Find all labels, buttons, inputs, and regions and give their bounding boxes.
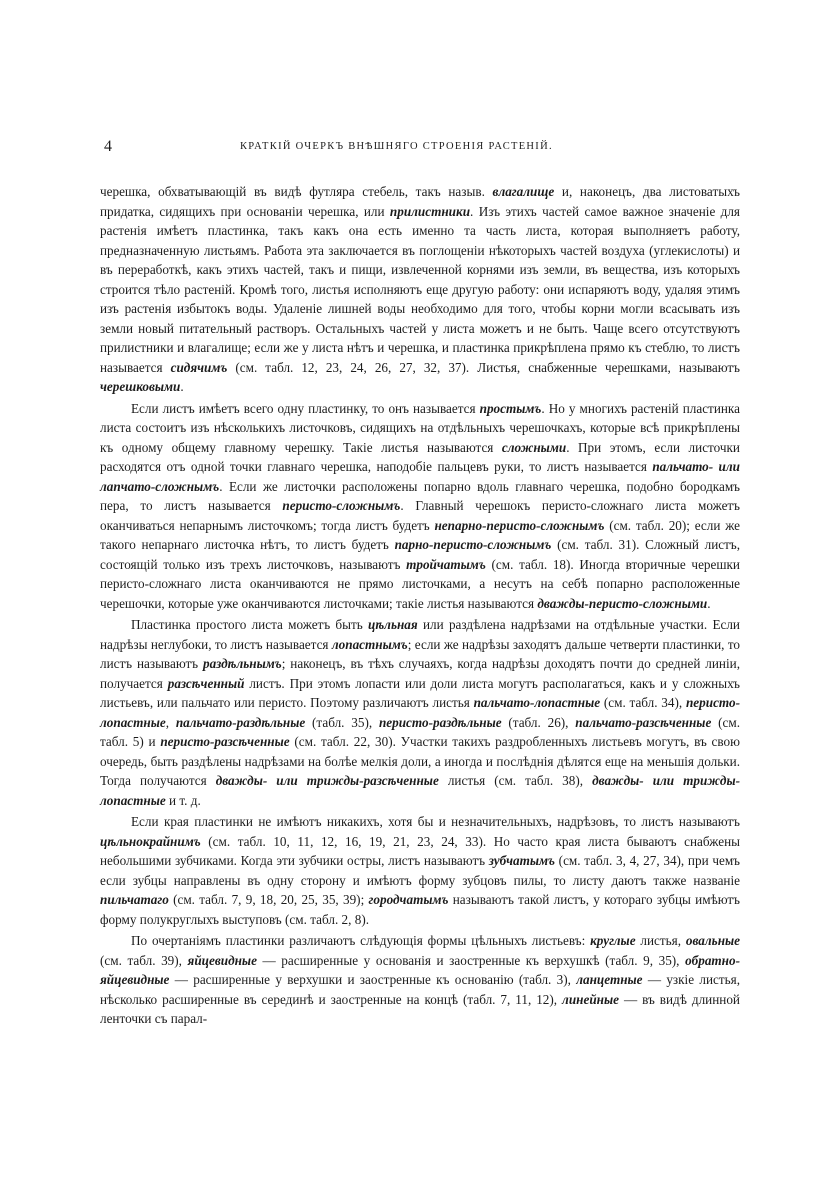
text-run: (см. табл. 31). Сложный листъ, состоящій только изъ трехъ листочковъ, называютъ xyxy=(100,537,740,572)
italic-term: черешковыми xyxy=(100,379,181,394)
text-run: Если листъ имѣетъ всего одну пластинку, то онъ называется xyxy=(131,400,480,416)
italic-term: пальчато-лопастные xyxy=(473,695,601,710)
italic-term: яйцевидные xyxy=(187,952,257,968)
text-run: — расширенные у верхушки и заостренные къ основанію (табл. 3), xyxy=(169,972,577,987)
italic-term: перисто-лопастные xyxy=(100,695,740,730)
italic-term: тройчатымъ xyxy=(406,556,486,572)
italic-term: перисто-разсѣченные xyxy=(160,734,290,749)
italic-term: пальчато-разсѣченные xyxy=(575,714,712,730)
text-run: . Изъ этихъ частей самое важное значеніе для растенія имѣетъ пластинка, такъ какъ она есть именно та часть листа, которая выполняетъ работу, предназначенную листьямъ. Работа эта заключается въ поглощеніи нѣкоторыхъ частей воздуха (углекислоты) и въ переработкѣ, какъ этихъ частей, такъ и пищи, извлеченной корнями изъ земли, въ вещества, изъ которыхъ строится тѣло растеній. Кромѣ того, листья исполняютъ еще другую работу: они испаряютъ воду, удаляя этимъ изъ растенія избытокъ воды. Удаленіе лишней воды необходимо для того, чтобы корни могли всасывать изъ земли новый питательный растворъ. Остальныхъ частей у листа можетъ и не быть. Чаще всего отсутствуютъ прилистники и влагалище; если же у листа нѣтъ и черешка, и пластинка прикрѣплена прямо къ стеблю, то листъ называется xyxy=(100,203,740,375)
text-run: . При этомъ, если листочки расходятся отъ одной точки главнаго черешка, наподобіе пальцевъ руки, то листъ называется xyxy=(100,439,740,474)
italic-term: дважды- или трижды-разсѣченные xyxy=(215,773,439,788)
text-run: . xyxy=(707,595,711,611)
text-run: — узкіе листья, нѣсколько расширенные въ серединѣ и заостренные на концѣ (табл. 7, 11, 12), xyxy=(100,972,741,1007)
italic-term: обратно-яйцевидные xyxy=(100,952,740,987)
text-run: (табл. 26), xyxy=(501,714,576,730)
text-run: (см. табл. 10, 11, 12, 16, 19, 21, 23, 24, 33). Но часто края листа бываютъ снабжены небольшими зубчиками. Когда эти зубчики остры, листъ называютъ xyxy=(100,833,740,868)
text-run: Пластинка простого листа можетъ быть xyxy=(131,617,369,632)
paragraph xyxy=(100,812,740,929)
text-run: Если края пластинки не имѣютъ никакихъ, хотя бы и незначительныхъ, надрѣзовъ, то листъ называютъ xyxy=(131,814,740,829)
italic-term: сидячимъ xyxy=(170,359,228,375)
italic-term: пальчато- или лапчато-сложнымъ xyxy=(100,459,740,494)
italic-term: дважды-перисто-сложными xyxy=(537,595,708,611)
italic-term: дважды- или трижды-лопастные xyxy=(100,773,740,808)
paragraph xyxy=(100,182,740,397)
text-run: . Если же листочки расположены попарно вдоль главнаго черешка, подобно бородкамъ пера, то листъ называется xyxy=(100,478,740,513)
running-head: КРАТКІЙ ОЧЕРКЪ ВНѢШНЯГО СТРОЕНІЯ РАСТЕНІЙ. xyxy=(240,141,553,152)
italic-term: пальчато-раздѣльные xyxy=(175,714,306,730)
text-run: , xyxy=(165,714,176,730)
text-run: (см. табл. 12, 23, 24, 26, 27, 32, 37). Листья, снабженные черешками, называютъ xyxy=(227,359,740,375)
text-run: (см. табл. 5) и xyxy=(100,714,741,749)
italic-term: круглые xyxy=(590,933,636,948)
text-run: ; если же надрѣзы заходятъ дальше четверти пластинки, то листъ называютъ xyxy=(100,636,740,671)
paragraph xyxy=(100,931,740,1029)
text-run: (см. табл. 18). Иногда вторичные черешки перисто-сложнаго листа оканчиваются не прямо листочками, а несутъ на себѣ попарно расположенные черешочки, которые уже оканчиваются листочками; такіе листья называются xyxy=(100,556,740,611)
italic-term: прилистники xyxy=(389,203,471,219)
text-run: (см. табл. 20); если же такого непарнаго листочка нѣтъ, то листъ будетъ xyxy=(100,517,740,552)
text-run: . Главный черешокъ перисто-сложнаго листа можетъ оканчиваться непарнымъ листочкомъ; тогда листъ будетъ xyxy=(100,498,741,533)
italic-term: цѣльная xyxy=(368,617,418,632)
italic-term: парно-перисто-сложнымъ xyxy=(394,537,552,552)
paragraph xyxy=(100,399,740,614)
italic-term: городчатымъ xyxy=(368,892,449,907)
text-run: черешка, обхватывающій въ видѣ футляра стебель, такъ назыв. xyxy=(100,184,493,199)
text-run: . Но у многихъ растеній пластинка листа состоитъ изъ нѣсколькихъ листочковъ, сидящихъ на отдѣльныхъ черешочкахъ, которые всѣ прикрѣплены къ одному общему главному черешку. Такіе листья называются xyxy=(100,400,740,455)
text-run: (см. табл. 34), xyxy=(600,695,686,710)
italic-term: линейные xyxy=(562,991,619,1007)
text-run: (см. табл. 7, 9, 18, 20, 25, 35, 39); xyxy=(168,892,369,907)
text-run: — расширенные у основанія и заостренные къ верхушкѣ (табл. 9, 35), xyxy=(256,952,686,968)
italic-term: разсѣченный xyxy=(167,675,245,691)
italic-term: простымъ xyxy=(479,400,542,416)
text-run: (табл. 35), xyxy=(305,714,379,730)
text-run: и т. д. xyxy=(165,792,201,808)
italic-term: цѣльнокрайнимъ xyxy=(100,833,201,849)
text-run: (см. табл. 3, 4, 27, 34), при чемъ если зубцы направлены въ одну сторону и имѣютъ форму зубцовъ пилы, то листу даютъ также названіе xyxy=(100,853,740,888)
italic-term: лопастнымъ xyxy=(331,636,408,652)
italic-term: раздѣльнымъ xyxy=(202,656,282,671)
italic-term: зубчатымъ xyxy=(488,853,555,868)
text-run: По очертаніямъ пластинки различаютъ слѣдующія формы цѣльныхъ листьевъ: xyxy=(131,933,591,948)
text-run: и, наконецъ, два листоватыхъ придатка, сидящихъ при основаніи черешка, или xyxy=(100,184,740,219)
italic-term: перисто-сложнымъ xyxy=(282,498,401,513)
text-run: называютъ такой листъ, у котораго зубцы имѣютъ форму полукруглыхъ выступовъ (см. табл. 2, 8). xyxy=(100,892,740,927)
text-run: или раздѣлена надрѣзами на отдѣльные участки. Если надрѣзы неглубоки, то листъ называется xyxy=(100,617,740,652)
italic-term: сложными xyxy=(501,439,567,455)
text-run: листья, xyxy=(635,933,686,948)
text-run: — въ видѣ длинной ленточки съ парал- xyxy=(100,991,740,1026)
page-header xyxy=(100,138,740,160)
text-run: листья (см. табл. 38), xyxy=(438,773,593,788)
italic-term: пильчатаго xyxy=(100,892,169,907)
italic-term: перисто-раздѣльные xyxy=(378,714,502,730)
page-number: 4 xyxy=(104,138,112,155)
italic-term: влагалище xyxy=(492,184,555,199)
body-text xyxy=(100,182,740,1029)
italic-term: непарно-перисто-сложнымъ xyxy=(434,517,605,533)
italic-term: овальные xyxy=(685,933,741,948)
text-run: листъ. При этомъ лопасти или доли листа могутъ располагаться, какъ и у сложныхъ листьевъ, или пальчато или перисто. Поэтому различаютъ листья xyxy=(100,675,740,710)
text-run: . xyxy=(180,379,184,394)
paragraph xyxy=(100,615,740,810)
italic-term: ланцетные xyxy=(576,972,643,987)
text-run: ; наконецъ, въ тѣхъ случаяхъ, когда надрѣзы доходятъ почти до средней линіи, получается xyxy=(100,656,740,691)
text-run: (см. табл. 39), xyxy=(100,952,188,968)
text-run: (см. табл. 22, 30). Участки такихъ раздробленныхъ листьевъ могутъ, въ свою очередь, быть раздѣлены надрѣзами на болѣе мелкія доли, а иногда и послѣднія дѣлятся еще на меньшія дольки. Тогда получаются xyxy=(100,734,740,788)
